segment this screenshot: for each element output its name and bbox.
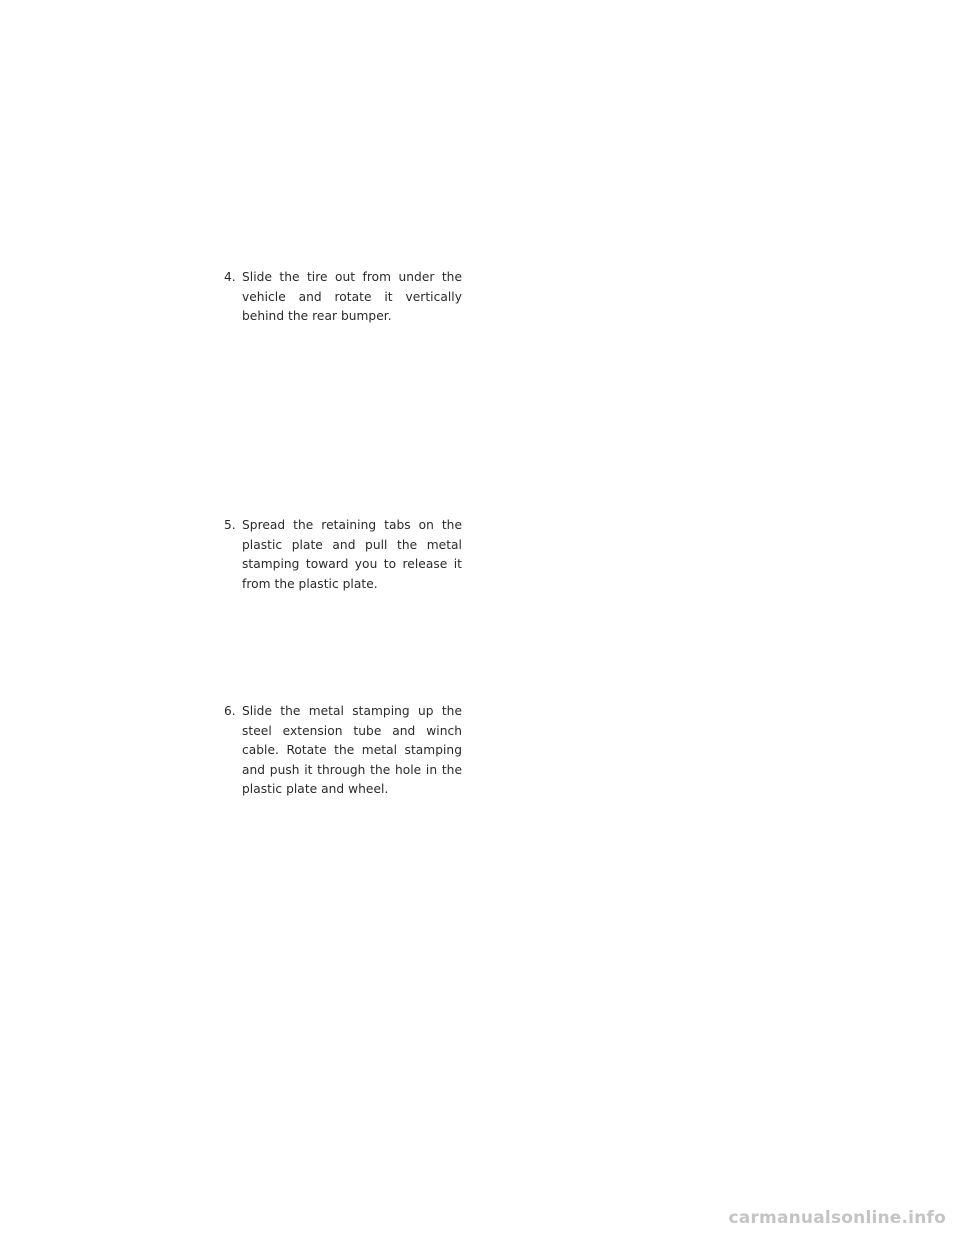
- instruction-step-6: [224, 702, 462, 800]
- step-number: 6.: [224, 704, 236, 718]
- step-text: Spread the retaining tabs on the plastic plate and pull the metal stamping toward you to release it from the plastic plate.: [242, 518, 462, 591]
- step-number: 4.: [224, 270, 236, 284]
- watermark: carmanualsonline.info: [728, 1208, 946, 1228]
- step-number: 5.: [224, 518, 236, 532]
- step-text: Slide the tire out from under the vehicle and rotate it vertically behind the rear bumper.: [242, 270, 462, 324]
- instruction-step-5: [224, 516, 462, 594]
- step-text: Slide the metal stamping up the steel extension tube and winch cable. Rotate the metal stamping and push it through the hole in the plastic plate and wheel.: [242, 704, 462, 797]
- instruction-step-4: [224, 268, 462, 327]
